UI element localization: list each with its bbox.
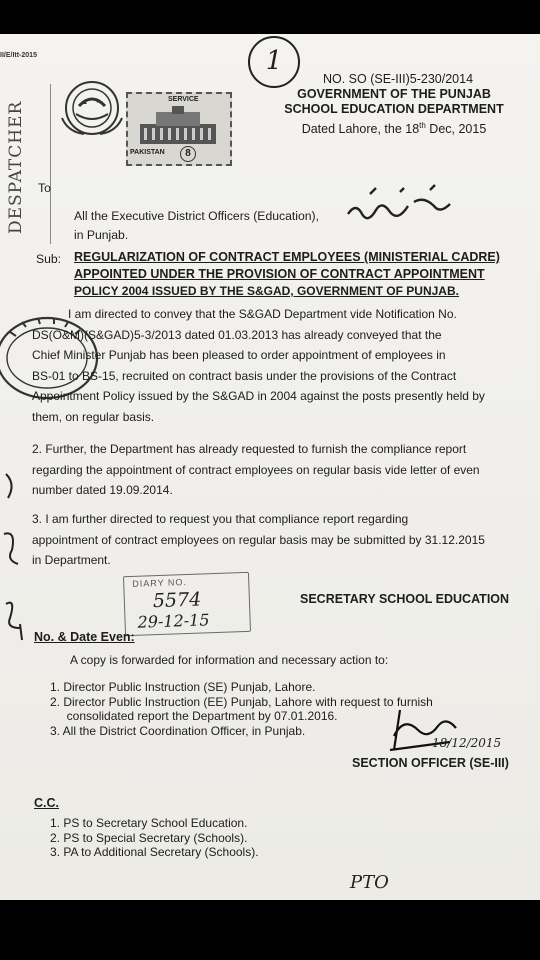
p2-line-1: 2. Further, the Department has already requested to furnish the compliance report: [32, 442, 467, 456]
addressee-line-1: All the Executive District Officers (Education),: [74, 209, 319, 223]
letter-number: NO. SO (SE-III)5-230/2014: [322, 72, 474, 86]
circled-annotation: 1: [248, 36, 300, 88]
p3-line-2: appointment of contract employees on regular basis may be submitted by 31.12.2015: [32, 532, 485, 547]
postage-service-label: SERVICE: [168, 96, 199, 103]
copy-recipient: 3. All the District Coordination Officer, in Punjab.: [50, 723, 306, 738]
signature-date: 18/12/2015: [432, 736, 502, 750]
department-heading: SCHOOL EDUCATION DEPARTMENT: [284, 102, 504, 116]
building-icon: [138, 106, 218, 146]
cc-heading: C.C.: [34, 796, 59, 810]
copy-intro: A copy is forwarded for information and necessary action to:: [70, 653, 389, 667]
p3-line-1: 3. I am further directed to request you that compliance report regarding: [32, 512, 409, 526]
paragraph-3: [32, 509, 514, 571]
addressee-line-2: in Punjab.: [74, 228, 129, 242]
despatcher-stamp-border: [4, 84, 51, 244]
diary-stamp-date: 29-12-15: [137, 610, 210, 632]
paragraph-2: [32, 439, 514, 501]
copy-recipient: consolidated report the Department by 07.01.2016.: [50, 709, 338, 723]
diary-stamp-number: 5574: [152, 588, 202, 613]
copy-recipient: 2. Director Public Instruction (EE) Punjab, Lahore with request to furnish: [50, 694, 433, 709]
paragraph-1: [32, 304, 514, 427]
subject-line-3: POLICY 2004 ISSUED BY THE S&GAD, GOVERNMENT OF PUNJAB.: [74, 284, 459, 298]
secretary-title: SECRETARY SCHOOL EDUCATION: [300, 592, 510, 606]
subject-label: Sub:: [36, 252, 62, 266]
p1-line-3: Chief Minister Punjab has been pleased to order appointment of employees in: [32, 348, 446, 362]
corner-reference: II/E/Itt-2015: [0, 52, 37, 59]
p1-line-1: I am directed to convey that the S&GAD Department vide Notification No.: [68, 307, 457, 321]
p1-line-6: them, on regular basis.: [32, 409, 155, 424]
letter-date: [294, 118, 494, 137]
government-heading: GOVERNMENT OF THE PUNJAB: [297, 87, 491, 101]
cc-recipient: 2. PS to Special Secretary (Schools).: [50, 830, 248, 845]
subject-line-2: APPOINTED UNDER THE PROVISION OF CONTRACT APPOINTMENT: [74, 267, 485, 281]
p1-line-2: DS(O&M)(S&GAD)5-3/2013 dated 01.03.2013 has already conveyed that the: [32, 327, 442, 342]
p1-line-4: BS-01 to BS-15, recruited on contract basis under the provisions of the Contract: [32, 368, 457, 383]
copy-recipient: 1. Director Public Instruction (SE) Punjab, Lahore.: [50, 680, 316, 694]
postage-country: PAKISTAN: [130, 149, 165, 156]
p2-line-3: number dated 19.09.2014.: [32, 483, 173, 497]
to-label: To: [38, 181, 51, 195]
cc-recipient: 1. PS to Secretary School Education.: [50, 816, 248, 830]
despatcher-stamp: DESPATCHER: [6, 100, 26, 234]
postage-value: 8: [180, 146, 196, 162]
handwritten-note: [340, 184, 460, 228]
section-officer-title: SECTION OFFICER (SE-III): [352, 756, 509, 770]
date-suffix: Dec, 2015: [425, 122, 487, 137]
p1-line-5: Appointment Policy issued by the S&GAD in 2004 against the posts presently held by: [32, 389, 485, 403]
margin-handwriting: [0, 454, 40, 654]
diary-stamp: [123, 572, 251, 636]
diary-stamp-label: DIARY NO.: [132, 576, 188, 589]
punjab-emblem-icon: [54, 78, 130, 140]
p3-line-3: in Department.: [32, 553, 111, 567]
copy-heading: No. & Date Even:: [34, 630, 135, 644]
signature-mark: [380, 706, 470, 758]
date-sup: th: [419, 121, 426, 130]
postage-stamp: [126, 92, 232, 166]
letter-page: [0, 34, 540, 900]
cc-list: [50, 816, 450, 860]
subject-line-1: REGULARIZATION OF CONTRACT EMPLOYEES (MINISTERIAL CADRE): [74, 250, 500, 264]
p2-line-2: regarding the appointment of contract employees on regular basis vide letter of even: [32, 462, 480, 477]
date-prefix: Dated Lahore, the 18: [301, 122, 420, 137]
pto-note: PTO: [350, 872, 389, 893]
cc-recipient: 3. PA to Additional Secretary (Schools).: [50, 845, 259, 859]
